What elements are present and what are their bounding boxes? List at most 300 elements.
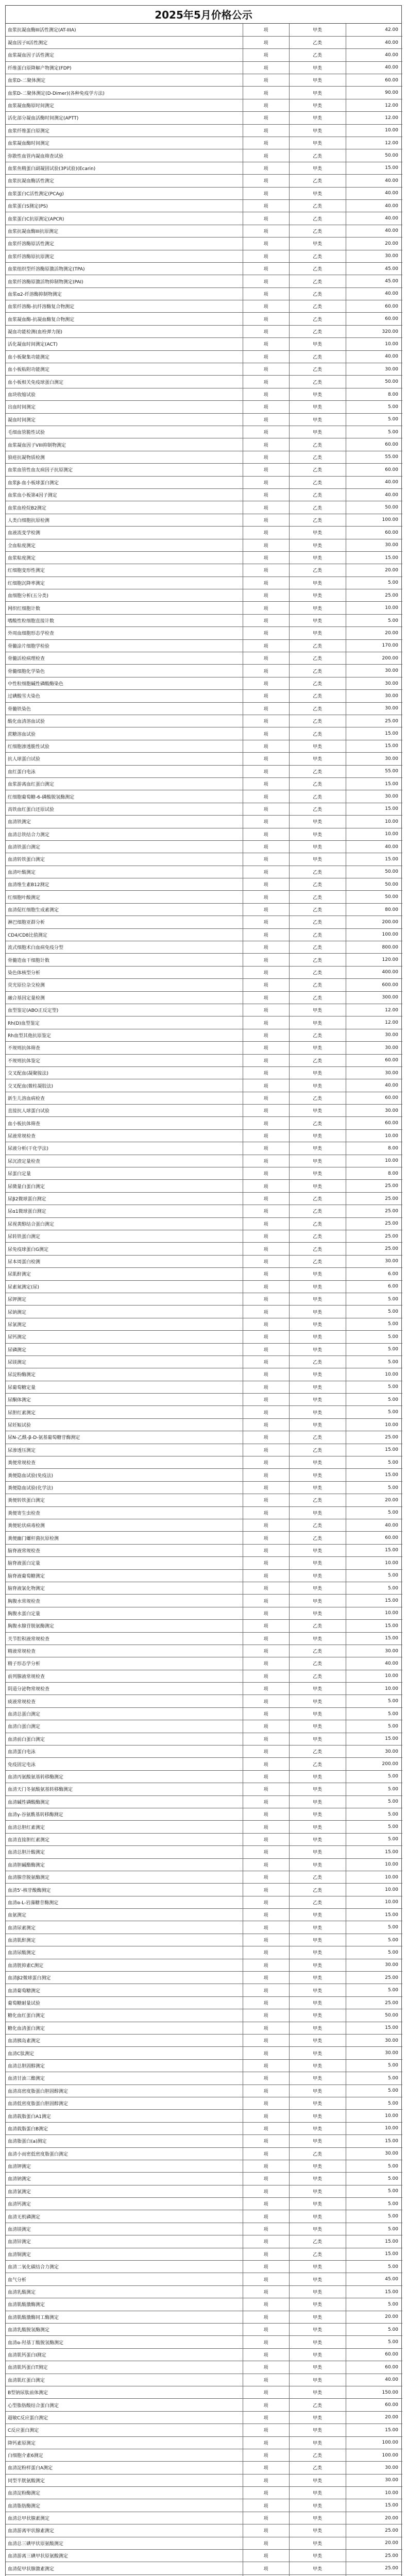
item-name-cell: 血清乳酸脱氢酶测定 — [6, 2323, 243, 2335]
table-row — [6, 1632, 402, 1645]
category-cell: 甲类 — [289, 2084, 346, 2097]
price-cell: 10.00 — [346, 602, 402, 614]
table-row — [6, 1054, 402, 1066]
table-row — [6, 2009, 402, 2022]
price-cell: 40.00 — [346, 350, 402, 363]
item-name-cell: 糖化血清蛋白测定 — [6, 2022, 243, 2034]
item-name-cell: 血浆纤溶酶原抗原测定 — [6, 250, 243, 262]
price-cell: 60.00 — [346, 313, 402, 325]
price-cell: 25.00 — [346, 1180, 402, 1192]
item-name-cell: 毛细血管脆性试验 — [6, 426, 243, 438]
category-cell: 乙类 — [289, 287, 346, 300]
table-row — [6, 665, 402, 677]
table-row — [6, 2524, 402, 2537]
item-name-cell: 尿本周蛋白检测 — [6, 1255, 243, 1267]
unit-cell: 项 — [243, 162, 289, 174]
price-cell: 5.00 — [346, 1394, 402, 1406]
price-cell: 20.00 — [346, 564, 402, 577]
item-name-cell: 血液流变学检测 — [6, 527, 243, 539]
category-cell: 乙类 — [289, 1884, 346, 1896]
table-row — [6, 1884, 402, 1896]
item-name-cell: 流式细胞术白血病免疫分型 — [6, 941, 243, 954]
unit-cell: 项 — [243, 1142, 289, 1155]
item-name-cell: 血浆蛋白C抗原测定(APCR) — [6, 212, 243, 225]
unit-cell: 项 — [243, 1607, 289, 1619]
price-cell: 30.00 — [346, 250, 402, 262]
table-row — [6, 1494, 402, 1506]
table-row — [6, 1418, 402, 1431]
item-name-cell: 尿渗透压测定 — [6, 1444, 243, 1456]
unit-cell: 项 — [243, 476, 289, 488]
table-row — [6, 1607, 402, 1619]
price-cell: 90.00 — [346, 87, 402, 99]
unit-cell: 项 — [243, 2537, 289, 2549]
table-row — [6, 1506, 402, 1519]
unit-cell: 项 — [243, 1331, 289, 1343]
unit-cell: 项 — [243, 2374, 289, 2386]
category-cell: 甲类 — [289, 2110, 346, 2122]
table-row — [6, 1217, 402, 1230]
table-row — [6, 1758, 402, 1770]
item-name-cell: 粪便轮状病毒检测 — [6, 1519, 243, 1531]
unit-cell: 项 — [243, 639, 289, 652]
unit-cell: 项 — [243, 1770, 289, 1783]
item-name-cell: C反应蛋白测定 — [6, 2424, 243, 2436]
table-row — [6, 1167, 402, 1180]
item-name-cell: 尿氯测定 — [6, 1318, 243, 1330]
unit-cell: 项 — [243, 2487, 289, 2499]
table-row — [6, 24, 402, 36]
price-cell: 5.00 — [346, 2261, 402, 2273]
unit-cell: 项 — [243, 1946, 289, 1959]
price-cell: 30.00 — [346, 1105, 402, 1117]
table-row — [6, 753, 402, 765]
category-cell: 乙类 — [289, 903, 346, 916]
unit-cell: 项 — [243, 2336, 289, 2348]
category-cell: 甲类 — [289, 2474, 346, 2486]
table-row — [6, 1707, 402, 1720]
unit-cell: 项 — [243, 1896, 289, 1908]
table-row — [6, 2198, 402, 2210]
price-cell: 15.00 — [346, 2248, 402, 2260]
price-cell: 15.00 — [346, 1846, 402, 1858]
category-cell: 乙类 — [289, 2399, 346, 2411]
item-name-cell: 血浆游离血红蛋白测定 — [6, 777, 243, 790]
category-cell: 乙类 — [289, 1192, 346, 1205]
unit-cell: 项 — [243, 1418, 289, 1431]
category-cell: 乙类 — [289, 300, 346, 313]
table-row — [6, 577, 402, 589]
item-name-cell: 血清游离甲状腺素测定 — [6, 2524, 243, 2537]
table-row — [6, 740, 402, 752]
unit-cell: 项 — [243, 2399, 289, 2411]
category-cell: 甲类 — [289, 1079, 346, 1092]
item-name-cell: 尿蛋白定量 — [6, 1167, 243, 1180]
unit-cell: 项 — [243, 527, 289, 539]
price-cell: 15.00 — [346, 1909, 402, 1921]
table-row — [6, 2298, 402, 2311]
price-cell: 150.00 — [346, 2386, 402, 2398]
item-name-cell: 血清肌酸激酶测定 — [6, 2298, 243, 2311]
table-row — [6, 979, 402, 991]
item-name-cell: 血清总蛋白测定 — [6, 1707, 243, 1720]
item-name-cell: 血清氯测定 — [6, 2185, 243, 2197]
item-name-cell: 血小板粘附功能测定 — [6, 363, 243, 376]
category-cell: 乙类 — [289, 979, 346, 991]
category-cell: 甲类 — [289, 1733, 346, 1745]
unit-cell: 项 — [243, 614, 289, 626]
table-row — [6, 564, 402, 577]
item-name-cell: 淋巴细胞亚群分析 — [6, 916, 243, 928]
price-cell: 5.00 — [346, 1720, 402, 1733]
table-row — [6, 2210, 402, 2223]
category-cell: 乙类 — [289, 225, 346, 237]
table-row — [6, 212, 402, 225]
unit-cell: 项 — [243, 388, 289, 400]
item-name-cell: 血小板抗体筛查 — [6, 1117, 243, 1129]
table-row — [6, 1972, 402, 1984]
item-name-cell: 血清总三碘甲状原氨酸测定 — [6, 2537, 243, 2549]
table-row — [6, 878, 402, 891]
price-cell: 60.00 — [346, 1054, 402, 1066]
table-row — [6, 941, 402, 954]
price-cell: 42.00 — [346, 24, 402, 36]
table-row — [6, 2110, 402, 2122]
unit-cell: 项 — [243, 464, 289, 476]
unit-cell: 项 — [243, 627, 289, 639]
category-cell: 乙类 — [289, 727, 346, 740]
table-row — [6, 74, 402, 87]
unit-cell: 项 — [243, 916, 289, 928]
price-cell: 25.00 — [346, 1217, 402, 1230]
category-cell: 甲类 — [289, 1167, 346, 1180]
category-cell: 甲类 — [289, 2323, 346, 2335]
unit-cell: 项 — [243, 777, 289, 790]
table-row — [6, 2436, 402, 2449]
price-cell: 40.00 — [346, 212, 402, 225]
item-name-cell: 血清维生素B12测定 — [6, 878, 243, 891]
item-name-cell: 胸腹水常规检查 — [6, 1595, 243, 1607]
category-cell: 乙类 — [289, 702, 346, 715]
table-row — [6, 1280, 402, 1293]
category-cell: 乙类 — [289, 1092, 346, 1104]
category-cell: 乙类 — [289, 514, 346, 526]
table-row — [6, 2261, 402, 2273]
category-cell: 乙类 — [289, 777, 346, 790]
unit-cell: 项 — [243, 2436, 289, 2449]
table-row — [6, 690, 402, 702]
unit-cell: 项 — [243, 124, 289, 137]
item-name-cell: 染色体核型分析 — [6, 966, 243, 978]
item-name-cell: 血清钾测定 — [6, 2160, 243, 2172]
table-row — [6, 803, 402, 815]
table-row — [6, 2059, 402, 2072]
unit-cell: 项 — [243, 2273, 289, 2285]
price-cell: 100.00 — [346, 514, 402, 526]
price-cell: 800.00 — [346, 941, 402, 954]
table-row — [6, 1406, 402, 1418]
category-cell: 乙类 — [289, 1355, 346, 1368]
category-cell: 甲类 — [289, 2374, 346, 2386]
unit-cell: 项 — [243, 451, 289, 463]
price-cell: 30.00 — [346, 363, 402, 376]
price-cell: 10.00 — [346, 338, 402, 350]
price-cell: 45.00 — [346, 262, 402, 275]
item-name-cell: 血清转铁蛋白测定 — [6, 853, 243, 866]
unit-cell: 项 — [243, 1394, 289, 1406]
unit-cell: 项 — [243, 878, 289, 891]
table-row — [6, 614, 402, 626]
unit-cell: 项 — [243, 1582, 289, 1594]
category-cell: 甲类 — [289, 338, 346, 350]
table-row — [6, 162, 402, 174]
table-row — [6, 388, 402, 400]
price-cell: 60.00 — [346, 1117, 402, 1129]
table-row — [6, 2122, 402, 2134]
unit-cell: 项 — [243, 2097, 289, 2109]
item-name-cell: 骨髓涂片细胞学检验 — [6, 639, 243, 652]
item-name-cell: 血清叶酸测定 — [6, 866, 243, 878]
category-cell: 甲类 — [289, 2512, 346, 2524]
category-cell: 乙类 — [289, 690, 346, 702]
price-cell: 30.00 — [346, 1042, 402, 1054]
category-cell: 甲类 — [289, 1142, 346, 1155]
table-row — [6, 300, 402, 313]
item-name-cell: 血清低密度脂蛋白胆固醇测定 — [6, 2097, 243, 2109]
item-name-cell: 超敏C反应蛋白测定 — [6, 2411, 243, 2424]
category-cell: 乙类 — [289, 476, 346, 488]
table-row — [6, 1431, 402, 1444]
price-cell: 25.00 — [346, 1431, 402, 1444]
price-cell: 30.00 — [346, 2462, 402, 2474]
category-cell: 甲类 — [289, 1293, 346, 1305]
price-cell: 15.00 — [346, 162, 402, 174]
price-cell: 10.00 — [346, 124, 402, 137]
price-cell: 30.00 — [346, 1255, 402, 1267]
unit-cell: 项 — [243, 175, 289, 187]
price-table-body — [6, 24, 402, 2576]
table-row — [6, 413, 402, 426]
table-row — [6, 1645, 402, 1657]
table-row — [6, 225, 402, 237]
category-cell: 乙类 — [289, 1431, 346, 1444]
unit-cell: 项 — [243, 702, 289, 715]
table-row — [6, 36, 402, 48]
unit-cell: 项 — [243, 1029, 289, 1041]
price-cell: 40.00 — [346, 61, 402, 74]
unit-cell: 项 — [243, 979, 289, 991]
unit-cell: 项 — [243, 1871, 289, 1883]
item-name-cell: 血浆血小板第4因子测定 — [6, 488, 243, 501]
category-cell: 甲类 — [289, 1946, 346, 1959]
price-cell: 5.00 — [346, 1833, 402, 1845]
item-name-cell: 血清C肽测定 — [6, 2047, 243, 2059]
category-cell: 甲类 — [289, 2487, 346, 2499]
table-row — [6, 891, 402, 903]
category-cell: 甲类 — [289, 1984, 346, 1996]
unit-cell: 项 — [243, 828, 289, 840]
table-row — [6, 527, 402, 539]
price-cell: 30.00 — [346, 2474, 402, 2486]
price-cell: 30.00 — [346, 1959, 402, 1971]
category-cell: 乙类 — [289, 1758, 346, 1770]
item-name-cell: 血清5'-核苷酸酶测定 — [6, 1884, 243, 1896]
category-cell: 甲类 — [289, 1418, 346, 1431]
price-cell: 60.00 — [346, 2348, 402, 2361]
table-row — [6, 501, 402, 514]
price-cell: 25.00 — [346, 1972, 402, 1984]
price-cell: 5.00 — [346, 577, 402, 589]
unit-cell: 项 — [243, 2524, 289, 2537]
item-name-cell: 血清α-L-岩藻糖苷酶测定 — [6, 1896, 243, 1908]
category-cell: 乙类 — [289, 1205, 346, 1217]
table-row — [6, 1355, 402, 1368]
category-cell: 甲类 — [289, 614, 346, 626]
table-row — [6, 238, 402, 250]
category-cell: 甲类 — [289, 753, 346, 765]
table-row — [6, 1770, 402, 1783]
unit-cell: 项 — [243, 1996, 289, 2009]
category-cell: 乙类 — [289, 501, 346, 514]
unit-cell: 项 — [243, 350, 289, 363]
item-name-cell: 尿沉渣定量检查 — [6, 1155, 243, 1167]
item-name-cell: 尿磷测定 — [6, 1343, 243, 1355]
price-cell: 5.00 — [346, 2097, 402, 2109]
category-cell: 甲类 — [289, 853, 346, 866]
item-name-cell: 血清肌酐测定 — [6, 1934, 243, 1946]
item-name-cell: 人类白细胞抗原检测 — [6, 514, 243, 526]
unit-cell: 项 — [243, 577, 289, 589]
unit-cell: 项 — [243, 2512, 289, 2524]
price-cell: 5.00 — [346, 1355, 402, 1368]
unit-cell: 项 — [243, 1821, 289, 1833]
unit-cell: 项 — [243, 2311, 289, 2323]
item-name-cell: 骨髓铁染色 — [6, 702, 243, 715]
unit-cell: 项 — [243, 1280, 289, 1293]
unit-cell: 项 — [243, 2122, 289, 2134]
table-row — [6, 816, 402, 828]
category-cell: 乙类 — [289, 325, 346, 337]
item-name-cell: 尿微量白蛋白测定 — [6, 1180, 243, 1192]
item-name-cell: 血浆纤维蛋白原测定 — [6, 124, 243, 137]
price-cell: 6.00 — [346, 1268, 402, 1280]
unit-cell: 项 — [243, 1808, 289, 1820]
category-cell: 甲类 — [289, 413, 346, 426]
item-name-cell: B型钠尿肽前体测定 — [6, 2386, 243, 2398]
price-cell: 40.00 — [346, 2374, 402, 2386]
category-cell: 乙类 — [289, 363, 346, 376]
price-cell: 40.00 — [346, 36, 402, 48]
item-name-cell: 荧光原位杂交检测 — [6, 979, 243, 991]
table-row — [6, 376, 402, 388]
item-name-cell: 血清总胆红素测定 — [6, 1821, 243, 1833]
table-row — [6, 1394, 402, 1406]
table-row — [6, 2462, 402, 2474]
item-name-cell: 血清胰岛素测定 — [6, 2035, 243, 2047]
unit-cell: 项 — [243, 2110, 289, 2122]
category-cell: 乙类 — [289, 1230, 346, 1243]
category-cell: 甲类 — [289, 816, 346, 828]
category-cell: 甲类 — [289, 1016, 346, 1029]
category-cell: 甲类 — [289, 1180, 346, 1192]
category-cell: 乙类 — [289, 639, 346, 652]
unit-cell: 项 — [243, 238, 289, 250]
table-row — [6, 1205, 402, 1217]
table-row — [6, 1192, 402, 1205]
category-cell: 乙类 — [289, 1745, 346, 1758]
price-cell: 5.00 — [346, 2084, 402, 2097]
table-row — [6, 137, 402, 149]
unit-cell: 项 — [243, 488, 289, 501]
unit-cell: 项 — [243, 1217, 289, 1230]
price-cell: 8.00 — [346, 1142, 402, 1155]
unit-cell: 项 — [243, 715, 289, 727]
unit-cell: 项 — [243, 2248, 289, 2260]
price-cell: 5.00 — [346, 2072, 402, 2084]
price-cell: 20.00 — [346, 2512, 402, 2524]
category-cell: 甲类 — [289, 1795, 346, 1808]
category-cell: 甲类 — [289, 1632, 346, 1645]
table-row — [6, 1519, 402, 1531]
price-cell: 40.00 — [346, 476, 402, 488]
table-row — [6, 2487, 402, 2499]
item-name-cell: Rh(D)血型鉴定 — [6, 1016, 243, 1029]
item-name-cell: 活化凝血时间测定(ACT) — [6, 338, 243, 350]
table-row — [6, 1959, 402, 1971]
table-row — [6, 1821, 402, 1833]
table-row — [6, 2411, 402, 2424]
unit-cell: 项 — [243, 1783, 289, 1795]
price-cell: 300.00 — [346, 991, 402, 1004]
item-name-cell: 红细胞变形性测定 — [6, 564, 243, 577]
table-row — [6, 2223, 402, 2235]
item-name-cell: 新生儿溶血病检查 — [6, 1092, 243, 1104]
category-cell: 乙类 — [289, 149, 346, 162]
unit-cell: 项 — [243, 1406, 289, 1418]
price-cell: 200.00 — [346, 1758, 402, 1770]
price-table-sheet — [5, 5, 402, 2576]
table-row — [6, 1368, 402, 1381]
table-row — [6, 639, 402, 652]
unit-cell: 项 — [243, 840, 289, 853]
table-row — [6, 313, 402, 325]
table-row — [6, 1129, 402, 1142]
category-cell: 甲类 — [289, 2386, 346, 2398]
category-cell: 甲类 — [289, 602, 346, 614]
price-cell: 10.00 — [346, 2110, 402, 2122]
unit-cell: 项 — [243, 1155, 289, 1167]
item-name-cell: 血浆凝血因子VIII抑制物测定 — [6, 438, 243, 451]
table-row — [6, 2550, 402, 2562]
category-cell: 甲类 — [289, 162, 346, 174]
category-cell: 甲类 — [289, 1343, 346, 1355]
unit-cell: 项 — [243, 2462, 289, 2474]
unit-cell: 项 — [243, 2198, 289, 2210]
category-cell: 甲类 — [289, 2411, 346, 2424]
price-cell: 5.00 — [346, 1481, 402, 1494]
category-cell: 乙类 — [289, 36, 346, 48]
price-cell: 200.00 — [346, 916, 402, 928]
table-row — [6, 2311, 402, 2323]
item-name-cell: 尿钠测定 — [6, 1306, 243, 1318]
item-name-cell: 尿肌酐测定 — [6, 1268, 243, 1280]
item-name-cell: 血浆抗凝血酶III活性测定(AT-IIIA) — [6, 24, 243, 36]
unit-cell: 项 — [243, 1833, 289, 1845]
unit-cell: 项 — [243, 2173, 289, 2185]
category-cell: 乙类 — [289, 765, 346, 777]
price-cell: 5.00 — [346, 2173, 402, 2185]
unit-cell: 项 — [243, 1268, 289, 1280]
